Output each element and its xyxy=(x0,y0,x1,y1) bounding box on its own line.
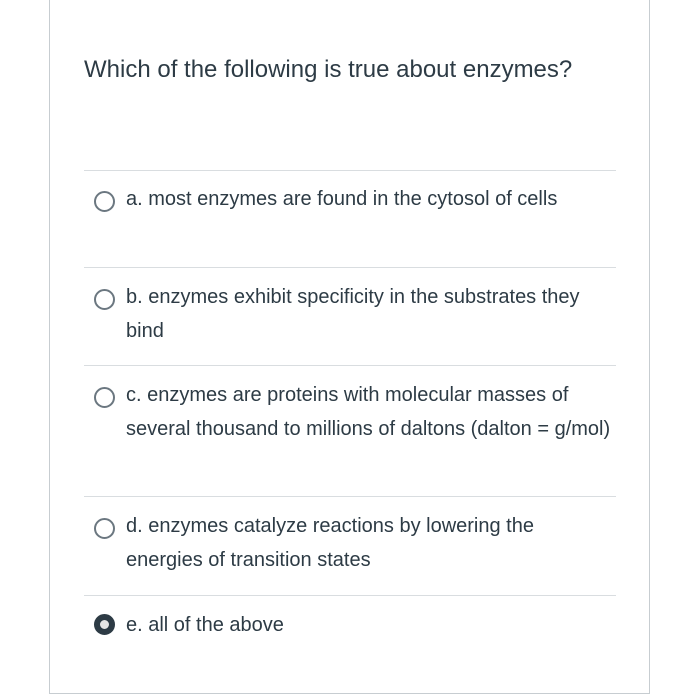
answer-option-a[interactable] xyxy=(84,182,616,252)
radio-button-b[interactable] xyxy=(94,289,115,310)
answer-label-d: d. enzymes catalyze reactions by lowering the energies of transition states xyxy=(126,515,534,571)
radio-button-e[interactable] xyxy=(94,614,115,635)
answer-label-c: c. enzymes are proteins with molecular masses of several thousand to millions of daltons (dalton = g/mol) xyxy=(126,384,611,440)
divider xyxy=(84,365,616,366)
radio-button-d[interactable] xyxy=(94,518,115,539)
answer-option-e[interactable] xyxy=(84,608,616,644)
answer-label-a: a. most enzymes are found in the cytosol of cells xyxy=(126,188,558,210)
radio-button-c[interactable] xyxy=(94,387,115,408)
question-text: Which of the following is true about enzymes? xyxy=(84,56,573,83)
quiz-question-card xyxy=(49,0,650,694)
divider xyxy=(84,267,616,268)
answer-option-b[interactable] xyxy=(84,280,616,350)
answer-option-c[interactable] xyxy=(84,378,616,482)
answer-label-e: e. all of the above xyxy=(126,614,284,636)
divider xyxy=(84,170,616,171)
divider xyxy=(84,595,616,596)
answer-option-d[interactable] xyxy=(84,509,616,579)
divider xyxy=(84,496,616,497)
answer-label-b: b. enzymes exhibit specificity in the substrates they bind xyxy=(126,286,580,342)
radio-button-a[interactable] xyxy=(94,191,115,212)
